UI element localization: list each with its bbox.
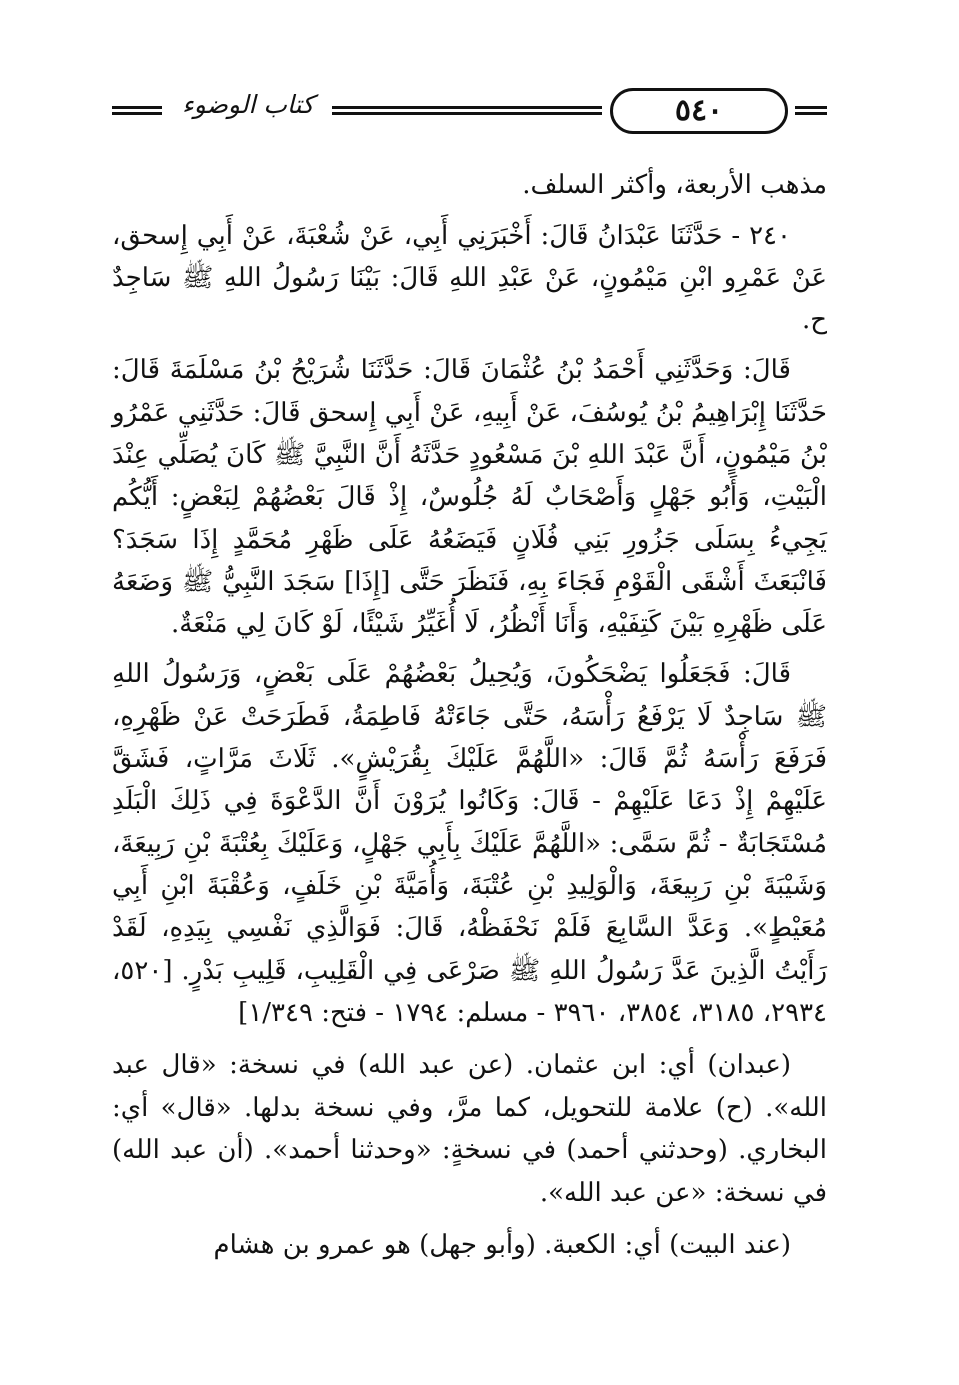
hadith-chain: ٢٤٠ - حَدَّثَنَا عَبْدَانُ قَالَ: أَخْبَرَنِي أَبِي، عَنْ شُعْبَةَ، عَنْ أَبِي إِسحق، عَنْ عَمْرِو ابْنِ مَيْمُونٍ، عَنْ عَبْدِ اللهِ قَالَ: بَيْنَا رَسُولُ اللهِ ﷺ سَاجِدٌ ح. [112,220,827,336]
header-rule-right [795,106,827,115]
book-title: كتاب الوضوء [182,90,314,119]
opening-line: مذهب الأربعة، وأكثر السلف. [522,170,827,200]
hadith-text-part-2: قَالَ: فَجَعَلُوا يَضْحَكُونَ، وَيُحِيلُ بَعْضُهُمْ عَلَى بَعْضٍ، وَرَسُولُ اللهِ ﷺ سَاجِدٌ لَا يَرْفَعُ رَأْسَهُ، حَتَّى جَاءَتْهُ فَاطِمَةُ، فَطَرَحَتْ عَنْ ظَهْرِهِ، فَرَفَعَ رَأْسَهُ ثُمَّ قَالَ: «اللَّهُمَّ عَلَيْكَ بِقُرَيْشٍ». ثَلَاثَ مَرَّاتٍ، فَشَقَّ عَلَيْهِمْ إِذْ دَعَا عَلَيْهِمْ - قَالَ: وَكَانُوا يُرَوْنَ أَنَّ الدَّعْوَةَ فِي ذَلِكَ الْبَلَدِ مُسْتَجَابَةٌ - ثُمَّ سَمَّى: «اللَّهُمَّ عَلَيْكَ بِأَبِي جَهْلٍ، وَعَلَيْكَ بِعُتْبَةَ بْنِ رَبِيعَةَ، وَشَيْبَةَ بْنِ رَبِيعَةَ، وَالْوَلِيدِ بْنِ عُتْبَةَ، وَأُمَيَّةَ بْنِ خَلَفٍ، وَعُقْبَةَ ابْنِ أَبِي مُعَيْطٍ». وَعَدَّ السَّابِعَ فَلَمْ نَحْفَظْهُ، قَالَ: فَوَالَّذِي نَفْسِي بِيَدِهِ، لَقَدْ رَأَيْتُ الَّذِينَ عَدَّ رَسُولُ اللهِ ﷺ صَرْعَى فِي الْقَلِيبِ، قَلِيبِ بَدْرٍ. [٥٢٠، ٢٩٣٤، ٣١٨٥، ٣٨٥٤، ٣٩٦٠ - مسلم: ١٧٩٤ - فتح: ١/٣٤٩] [112,659,827,1028]
header-rule-left [112,106,162,115]
page-header [112,88,827,142]
commentary-paragraph-2: (عند البيت) أي: الكعبة. (وأبو جهل) هو عمرو بن هشام [213,1230,791,1261]
header-rule-middle [332,106,602,115]
page-number: ٥٤٠ [610,88,788,134]
commentary-paragraph-1: (عبدان) أي: ابن عثمان. (عن عبد الله) في نسخة: «قال عبد الله». (ح) علامة للتحويل، كما مرَّ، وفي نسخة بدلها. «قال» أي: البخاري. (وحدثني أحمد) في نسخةٍ: «وحدثنا أحمد». (أن عبد الله) في نسخة: «عن عبد الله». [112,1050,827,1208]
page-content [112,164,827,1267]
hadith-text-part-1: قَالَ: وَحَدَّثَنِي أَحْمَدُ بْنُ عُثْمَانَ قَالَ: حَدَّثَنَا شُرَيْحُ بْنُ مَسْلَمَةَ قَالَ: حَدَّثَنَا إِبْرَاهِيمُ بْنُ يُوسُفَ، عَنْ أَبِيهِ، عَنْ أَبِي إِسحق قَالَ: حَدَّثَنِي عَمْرُو بْنُ مَيْمُونٍ، أَنَّ عَبْدَ اللهِ بْنَ مَسْعُودٍ حَدَّثَهُ أَنَّ النَّبِيَّ ﷺ كَانَ يُصَلِّي عِنْدَ الْبَيْتِ، وَأَبُو جَهْلٍ وَأَصْحَابٌ لَهُ جُلُوسٌ، إِذْ قَالَ بَعْضُهُمْ لِبَعْضٍ: أَيُّكُم يَجِيءُ بِسَلَى جَزُورِ بَنِي فُلَانٍ فَيَضَعُهُ عَلَى ظَهْرِ مُحَمَّدٍ إِذَا سَجَدَ؟ فَانْبَعَثَ أَشْقَى الْقَوْمِ فَجَاءَ بِهِ، فَنَظَرَ حَتَّى [إِذَا] سَجَدَ النَّبِيُّ ﷺ وَضَعَهُ عَلَى ظَهْرِهِ بَيْنَ كَتِفَيْهِ، وَأَنَا أَنْظُرُ، لَا أُغَيِّرُ شَيْئًا، لَوْ كَانَ لِي مَنْعَةٌ. [112,355,827,640]
